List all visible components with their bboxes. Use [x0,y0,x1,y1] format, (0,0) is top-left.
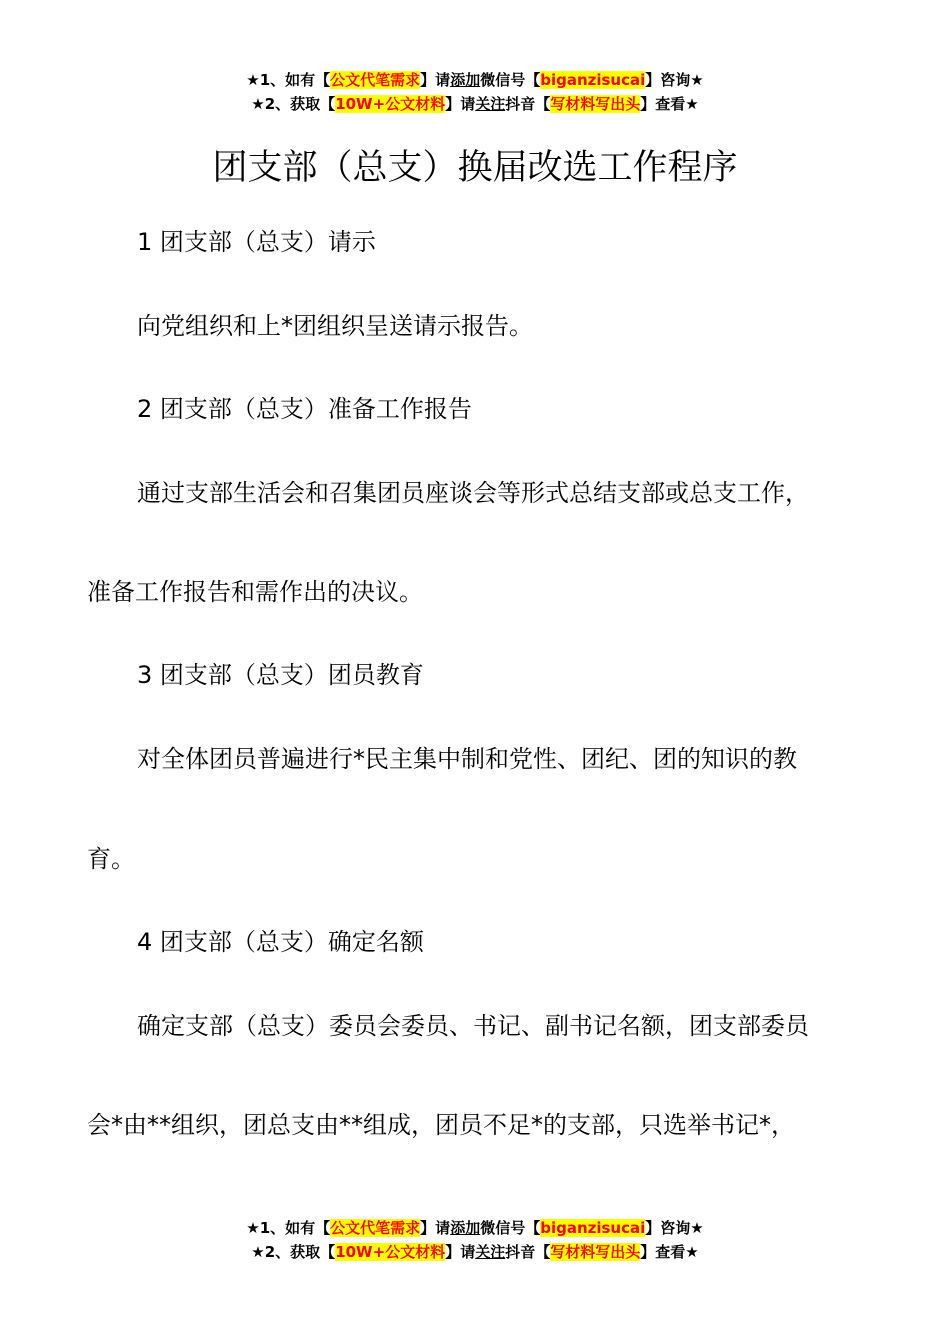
body-paragraph: 向党组织和上*团组织呈送请示报告。 [137,312,533,340]
banner-highlight: biganzisucai [540,1219,646,1237]
banner-line-1: ★1、如有【公文代笔需求】请添加微信号【biganzisucai】咨询★ [246,71,704,89]
banner-highlight: 10W+公文材料 [335,95,446,113]
section-heading: 1 团支部（总支）请示 [137,228,376,256]
banner-line-1: ★1、如有【公文代笔需求】请添加微信号【biganzisucai】咨询★ [246,1219,704,1237]
section-heading: 3 团支部（总支）团员教育 [137,661,424,689]
section-heading: 2 团支部（总支）准备工作报告 [137,395,472,423]
banner-highlight: 公文代笔需求 [330,1219,421,1237]
bottom-banner [0,1216,950,1264]
banner-highlight: 10W+公文材料 [335,1243,446,1261]
banner-highlight: 写材料写出头 [550,95,641,113]
banner-line-2: ★2、获取【10W+公文材料】请关注抖音【写材料写出头】查看★ [251,1243,699,1261]
body-paragraph: 确定支部（总支）委员会委员、书记、副书记名额，团支部委员 [137,1012,809,1040]
banner-highlight: 写材料写出头 [550,1243,641,1261]
body-paragraph-continuation: 育。 [87,845,135,873]
banner-highlight: 公文代笔需求 [330,71,421,89]
body-paragraph: 对全体团员普遍进行*民主集中制和党性、团纪、团的知识的教 [137,745,797,773]
top-banner [0,68,950,116]
page-title: 团支部（总支）换届改选工作程序 [212,148,738,189]
body-paragraph-continuation: 准备工作报告和需作出的决议。 [87,578,423,606]
section-heading: 4 团支部（总支）确定名额 [137,928,424,956]
banner-line-2: ★2、获取【10W+公文材料】请关注抖音【写材料写出头】查看★ [251,95,699,113]
body-paragraph-continuation: 会*由**组织，团总支由**组成，团员不足*的支部，只选举书记*， [87,1111,795,1139]
body-paragraph: 通过支部生活会和召集团员座谈会等形式总结支部或总支工作， [137,479,809,507]
banner-highlight: biganzisucai [540,71,646,89]
